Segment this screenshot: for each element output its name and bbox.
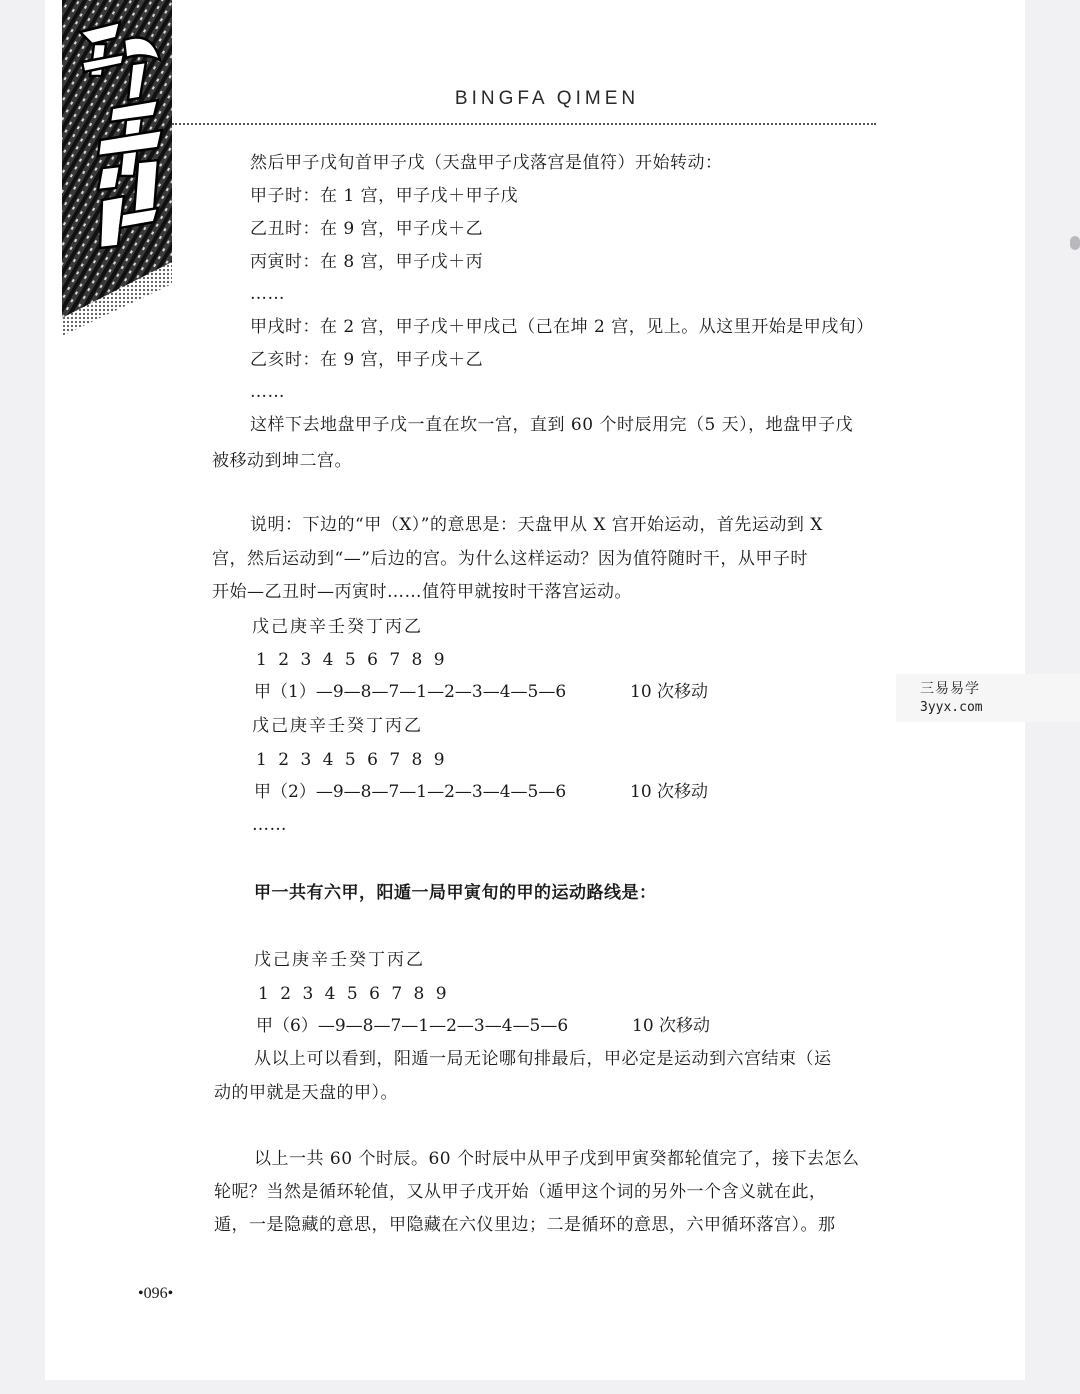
stem-sequence: 戊己庚辛壬癸丁丙乙 (252, 716, 423, 736)
text-line: 甲戌时：在 2 宫，甲子戊＋甲戌己（己在坤 2 宫，见上。从这里开始是甲戌旬） (250, 317, 874, 337)
paragraph-line: 轮呢？当然是循环轮值，又从甲子戊开始（遁甲这个词的另外一个含义就在此， (214, 1182, 827, 1202)
scrollbar-thumb[interactable] (1070, 236, 1080, 250)
text-line: 乙亥时：在 9 宫，甲子戊＋乙 (250, 350, 484, 370)
paragraph-line: 开始—乙丑时—丙寅时……值符甲就按时干落宫运动。 (212, 582, 632, 602)
paragraph-line: 从以上可以看到，阳遁一局无论哪旬排最后，甲必定是运动到六宫结束（运 (254, 1049, 832, 1069)
move-count: 10 次移动 (630, 782, 709, 802)
watermark-name: 三易易学 (920, 681, 980, 697)
ellipsis: …… (250, 284, 285, 304)
paragraph-line: 以上一共 60 个时辰。60 个时辰中从甲子戊到甲寅癸都轮值完了，接下去怎么 (254, 1149, 860, 1169)
move-count: 10 次移动 (632, 1016, 711, 1036)
paragraph-line: 说明：下边的“甲（X）”的意思是：天盘甲从 X 宫开始运动，首先运动到 X (250, 515, 823, 535)
text-line: 甲子时：在 1 宫，甲子戊＋甲子戊 (250, 186, 519, 206)
palace-sequence: 1 2 3 4 5 6 7 8 9 (258, 984, 450, 1004)
move-path: 甲（1）—9—8—7—1—2—3—4—5—6 (254, 682, 567, 702)
paragraph-line: 动的甲就是天盘的甲）。 (214, 1083, 398, 1103)
text-line: 丙寅时：在 8 宫，甲子戊＋丙 (250, 252, 484, 272)
text-line: 然后甲子戊旬首甲子戊（天盘甲子戊落宫是值符）开始转动： (250, 153, 723, 173)
move-path: 甲（2）—9—8—7—1—2—3—4—5—6 (254, 782, 567, 802)
paragraph-line: 宫，然后运动到“—”后边的宫。为什么这样运动？因为值符随时干，从甲子时 (212, 549, 808, 569)
ellipsis: …… (250, 382, 285, 402)
page-number: •096• (138, 1285, 174, 1302)
stem-sequence: 戊己庚辛壬癸丁丙乙 (254, 950, 425, 970)
ellipsis: …… (252, 815, 287, 835)
paragraph-line: 遁，一是隐藏的意思，甲隐藏在六仪里边；二是循环的意思，六甲循环落宫）。那 (214, 1215, 836, 1235)
running-title: BINGFA QIMEN (454, 88, 640, 109)
header-rule (172, 123, 876, 125)
watermark (896, 674, 1080, 722)
paragraph-line: 被移动到坤二宫。 (212, 451, 352, 471)
watermark-url: 3yyx.com (920, 700, 983, 715)
move-path: 甲（6）—9—8—7—1—2—3—4—5—6 (256, 1016, 569, 1036)
palace-sequence: 1 2 3 4 5 6 7 8 9 (256, 650, 448, 670)
paragraph-line: 这样下去地盘甲子戊一直在坎一宫，直到 60 个时辰用完（5 天），地盘甲子戊 (250, 415, 854, 435)
book-logo (62, 0, 172, 336)
section-heading: 甲一共有六甲，阳遁一局甲寅旬的甲的运动路线是： (254, 883, 657, 903)
move-count: 10 次移动 (630, 682, 709, 702)
text-line: 乙丑时：在 9 宫，甲子戊＋乙 (250, 219, 484, 239)
stem-sequence: 戊己庚辛壬癸丁丙乙 (252, 617, 423, 637)
palace-sequence: 1 2 3 4 5 6 7 8 9 (256, 750, 448, 770)
